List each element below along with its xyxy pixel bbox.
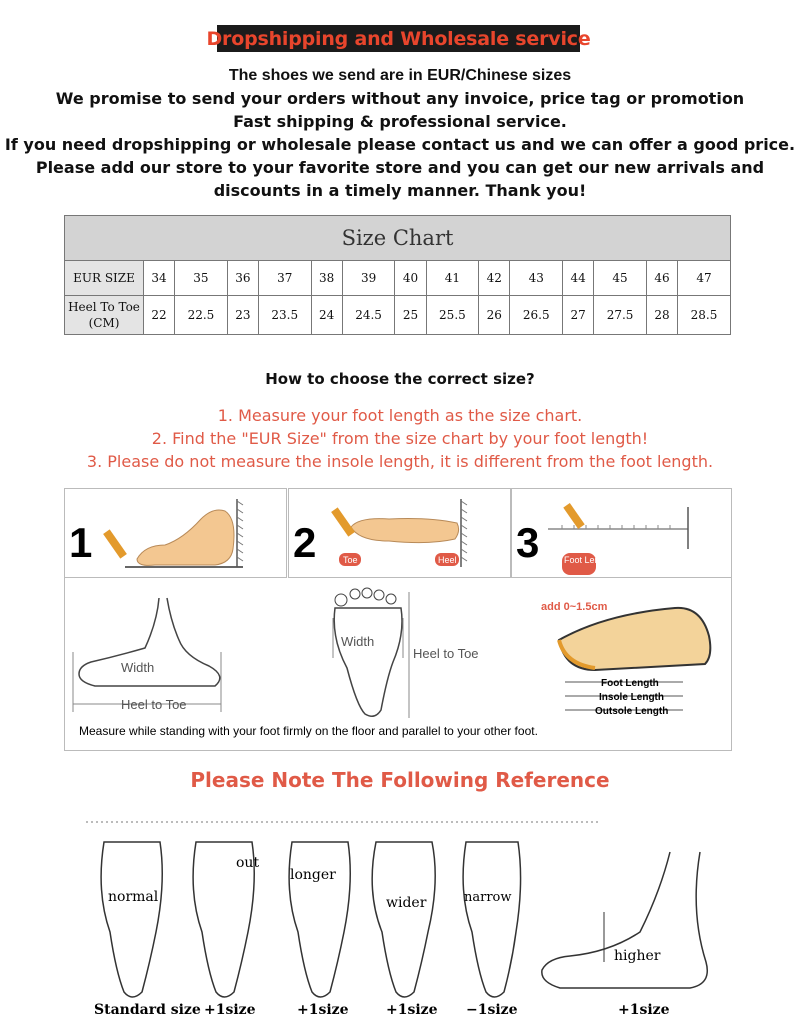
step-number: 3 <box>516 519 540 566</box>
eur-size-cell: 41 <box>426 261 479 296</box>
howto-step: 3. Please do not measure the insole length, it is different from the foot length. <box>86 452 714 471</box>
measure-instruction: Measure while standing with your foot firmly on the floor and parallel to your other foot. <box>79 724 538 738</box>
measure-diagram-panel <box>64 578 732 751</box>
heel-to-toe-cell: 26 <box>479 296 510 335</box>
heel-to-toe-label: Heel to Toe <box>413 646 479 661</box>
measure-diagram-illustration <box>65 578 731 750</box>
measure-step-2-illustration <box>289 489 510 577</box>
eur-size-cell: 47 <box>677 261 730 296</box>
eur-size-cell: 42 <box>479 261 510 296</box>
heel-to-toe-cell: 23 <box>227 296 258 335</box>
heel-to-toe-cell: 23.5 <box>258 296 311 335</box>
heel-to-toe-cell: 25 <box>395 296 426 335</box>
howto-step: 2. Find the "EUR Size" from the size chart by your foot length! <box>151 429 649 448</box>
foot-label: higher <box>614 948 661 964</box>
size-chart-table <box>64 215 731 335</box>
foot-size: Standard size <box>94 1002 201 1018</box>
width-label: Width <box>121 660 155 675</box>
foot-size: +1size <box>297 1002 349 1018</box>
eur-size-cell: 46 <box>646 261 677 296</box>
heel-to-toe-cell: 25.5 <box>426 296 479 335</box>
foot-size: +1size <box>386 1002 438 1018</box>
eur-size-cell: 39 <box>342 261 395 296</box>
eur-size-cell: 44 <box>563 261 594 296</box>
intro-line: We promise to send your orders without any invoice, price tag or promotion <box>55 89 745 108</box>
eur-size-cell: 36 <box>227 261 258 296</box>
intro-line: If you need dropshipping or wholesale please contact us and we can offer a good price. <box>4 135 796 154</box>
toe-label: Toe <box>343 555 358 565</box>
foot-label: out <box>236 855 260 871</box>
eur-size-label: EUR SIZE <box>65 261 144 296</box>
banner <box>206 25 591 52</box>
measure-step-1-illustration <box>65 489 286 577</box>
howto-step: 1. Measure your foot length as the size chart. <box>217 406 583 425</box>
eur-size-cell: 37 <box>258 261 311 296</box>
add-label: add 0~1.5cm <box>541 601 608 613</box>
eur-size-cell: 38 <box>311 261 342 296</box>
heel-to-toe-cell: 26.5 <box>510 296 563 335</box>
foot-length: Foot Length <box>601 678 659 689</box>
heel-to-toe-label: Heel To Toe (CM) <box>65 296 144 335</box>
heel-to-toe-cell: 28 <box>646 296 677 335</box>
reference-feet-illustration <box>0 812 800 1023</box>
measure-step-3-panel <box>511 488 732 578</box>
howto-title: How to choose the correct size? <box>265 370 535 388</box>
foot-label: longer <box>290 867 336 883</box>
eur-size-cell: 43 <box>510 261 563 296</box>
eur-size-cell: 40 <box>395 261 426 296</box>
width-label: Width <box>341 634 375 649</box>
heel-to-toe-cell: 27.5 <box>594 296 647 335</box>
howto-steps <box>0 404 800 473</box>
insole-length: Insole Length <box>599 692 664 703</box>
heel-to-toe-cell: 24 <box>311 296 342 335</box>
eur-size-cell: 45 <box>594 261 647 296</box>
step-number: 1 <box>69 519 93 566</box>
eur-size-cell: 34 <box>144 261 175 296</box>
foot-label: normal <box>108 889 159 905</box>
intro-line: Fast shipping & professional service. <box>233 112 567 131</box>
size-chart-title: Size Chart <box>65 216 731 261</box>
foot-size: +1size <box>618 1002 670 1018</box>
heel-to-toe-label: Heel to Toe <box>121 697 187 712</box>
measure-step-1-panel <box>64 488 287 578</box>
heel-to-toe-cell: 22 <box>144 296 175 335</box>
measure-step-3-illustration <box>512 489 731 577</box>
intro-line: Please add our store to your favorite store and you can get our new arrivals and discounts in a timely manner. Thank you! <box>35 158 765 200</box>
step-number: 2 <box>293 519 317 566</box>
eur-size-cell: 35 <box>175 261 228 296</box>
foot-size: +1size <box>204 1002 256 1018</box>
foot-size: −1size <box>466 1002 518 1018</box>
foot-label: wider <box>386 895 427 911</box>
heel-to-toe-cell: 28.5 <box>677 296 730 335</box>
foot-length-label: Foot Length <box>564 555 613 565</box>
outsole-length: Outsole Length <box>595 706 669 717</box>
heel-to-toe-cell: 24.5 <box>342 296 395 335</box>
heel-label: Heel <box>438 555 457 565</box>
banner-title: Dropshipping and Wholesale service <box>206 27 591 50</box>
foot-label: narrow <box>464 890 512 905</box>
heel-to-toe-cell: 22.5 <box>175 296 228 335</box>
measure-step-2-panel <box>288 488 511 578</box>
reference-title: Please Note The Following Reference <box>190 768 610 792</box>
intro-text <box>0 64 800 202</box>
heel-to-toe-cell: 27 <box>563 296 594 335</box>
intro-line: The shoes we send are in EUR/Chinese sizes <box>228 67 572 84</box>
